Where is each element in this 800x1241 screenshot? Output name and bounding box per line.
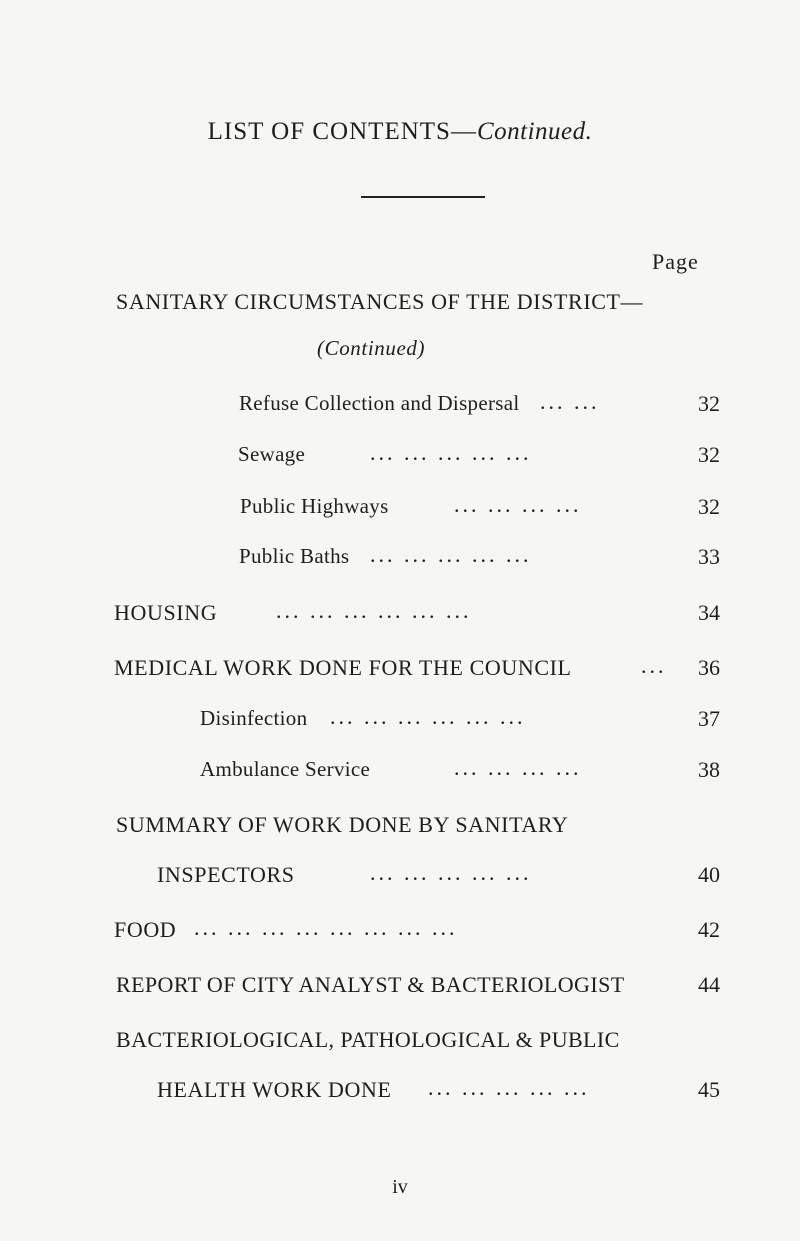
section-heading-food: FOOD <box>114 917 177 942</box>
leader-dots: ... ... ... ... ... <box>370 860 532 885</box>
leader-dots: ... ... ... ... <box>454 492 582 517</box>
toc-item-public-highways: Public Highways <box>240 494 389 518</box>
section-heading-inspectors: INSPECTORS <box>157 862 295 887</box>
section-heading-medical-work: MEDICAL WORK DONE FOR THE COUNCIL <box>114 655 572 680</box>
toc-item-public-baths: Public Baths <box>239 544 350 568</box>
section-heading-continued: (Continued) <box>317 336 426 360</box>
page-number-medical: 36 <box>698 655 720 680</box>
section-heading-housing: HOUSING <box>114 600 218 625</box>
leader-dots: ... ... ... ... <box>454 755 582 780</box>
page-number-highways: 32 <box>698 494 720 519</box>
section-heading-health-work: HEALTH WORK DONE <box>157 1077 392 1102</box>
leader-dots: ... ... ... ... ... <box>428 1075 590 1100</box>
leader-dots: ... ... <box>540 389 600 414</box>
page-number-summary: 40 <box>698 862 720 887</box>
toc-item-disinfection: Disinfection <box>200 706 308 730</box>
page-number-housing: 34 <box>698 600 720 625</box>
page-number-ambulance: 38 <box>698 757 720 782</box>
page-column-label: Page <box>652 249 699 274</box>
section-heading-summary: SUMMARY OF WORK DONE BY SANITARY <box>116 812 569 837</box>
leader-dots: ... ... ... ... ... <box>370 542 532 567</box>
section-heading-bacteriological: BACTERIOLOGICAL, PATHOLOGICAL & PUBLIC <box>116 1027 620 1052</box>
leader-dots: ... ... ... ... ... <box>370 440 532 465</box>
divider-rule <box>361 196 485 198</box>
toc-item-ambulance-service: Ambulance Service <box>200 757 371 781</box>
heading-title: LIST OF CONTENTS— <box>207 118 477 145</box>
footer-page-number: iv <box>392 1176 408 1198</box>
page-number-food: 42 <box>698 917 720 942</box>
leader-dots: ... ... ... ... ... ... ... ... <box>194 915 458 940</box>
page-number-sewage: 32 <box>698 442 720 467</box>
section-heading-sanitary: SANITARY CIRCUMSTANCES OF THE DISTRICT— <box>116 289 644 314</box>
toc-item-sewage: Sewage <box>238 442 306 466</box>
toc-item-refuse-collection: Refuse Collection and Dispersal <box>239 391 520 415</box>
page-number-city-analyst: 44 <box>698 972 720 997</box>
page-heading <box>0 118 800 146</box>
page-number-disinfection: 37 <box>698 706 720 731</box>
page-number-bacteriological: 45 <box>698 1077 720 1102</box>
page-number-baths: 33 <box>698 544 720 569</box>
page-number-refuse: 32 <box>698 391 720 416</box>
leader-dots: ... ... ... ... ... ... <box>276 598 472 623</box>
leader-dots: ... <box>641 653 667 678</box>
leader-dots: ... ... ... ... ... ... <box>330 704 526 729</box>
section-heading-city-analyst: REPORT OF CITY ANALYST & BACTERIOLOGIST <box>116 972 625 997</box>
heading-continued: Continued. <box>476 118 593 145</box>
